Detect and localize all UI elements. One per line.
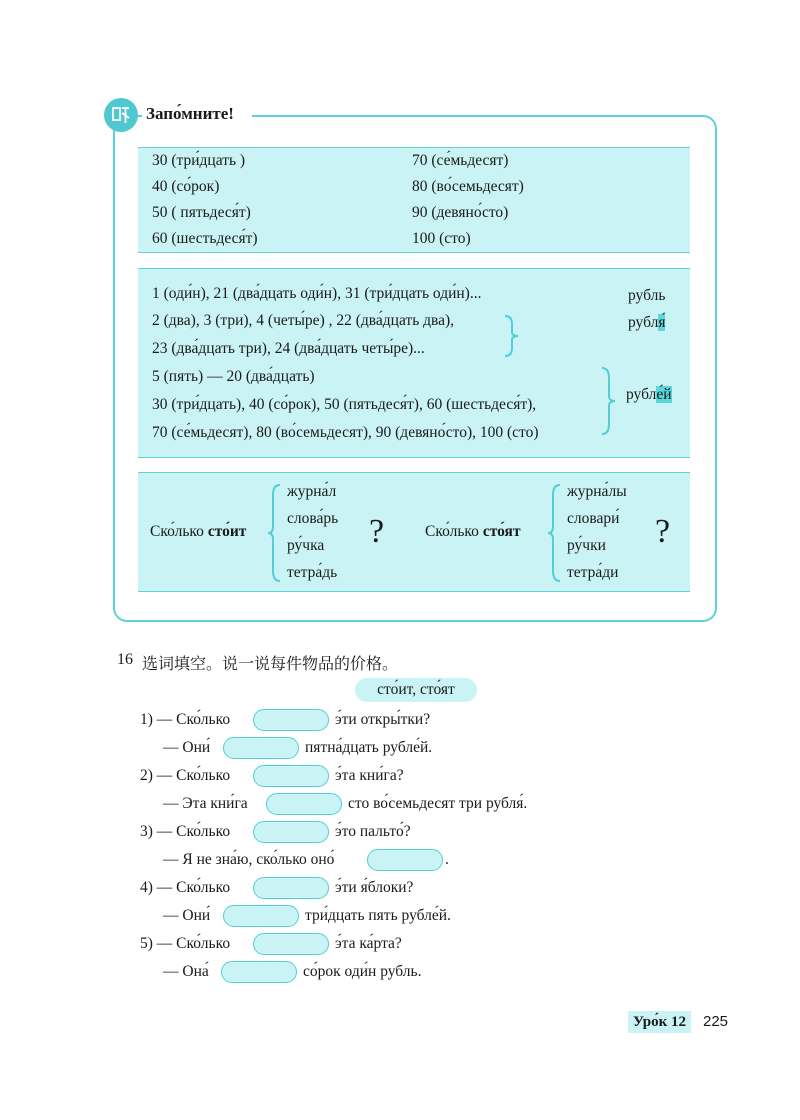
- cost-right-question: ?: [655, 513, 671, 550]
- agreement-line-2: 2 (два), 3 (три), 4 (четы́ре) , 22 (два́дцать два),: [152, 312, 455, 329]
- cost-right-verb: сто́ят: [482, 523, 521, 540]
- item-3-answer-blank[interactable]: [367, 849, 443, 871]
- tens-left-4: 60 (шестьдеся́т): [152, 230, 258, 247]
- exercise-number: 16: [117, 651, 133, 668]
- cost-left-verb: сто́ит: [207, 523, 247, 540]
- form-rubl: рубль: [628, 287, 666, 304]
- cost-left-item-2: слова́рь: [287, 510, 339, 527]
- tens-right-1: 70 (се́мьдесят): [412, 152, 509, 169]
- tens-left-1: 30 (три́дцать ): [152, 152, 246, 169]
- memo-title: Запо́мните!: [146, 104, 234, 123]
- item-1-answer-post: пятна́дцать рубле́й.: [305, 739, 433, 756]
- item-3-question-blank[interactable]: [253, 821, 329, 843]
- agreement-line-3: 23 (два́дцать три), 24 (два́дцать четы́ре)...: [152, 340, 425, 357]
- form-rubley: [626, 386, 672, 404]
- item-2-answer-blank[interactable]: [266, 793, 342, 815]
- item-4-answer-blank[interactable]: [223, 905, 299, 927]
- form-rublya-ending: я́: [658, 314, 666, 331]
- item-2-answer-pre: — Эта кни́га: [163, 795, 248, 812]
- item-2-answer-post: сто во́семьдесят три рубля́.: [348, 795, 528, 812]
- item-1-answer-blank[interactable]: [223, 737, 299, 759]
- memo-icon: [104, 98, 138, 132]
- item-1-answer-pre: — Они́: [163, 739, 211, 756]
- item-3-question-pre: 3) — Ско́лько: [140, 823, 231, 840]
- cost-right-item-3: ру́чки: [567, 537, 606, 554]
- agreement-line-1: 1 (оди́н), 21 (два́дцать оди́н), 31 (три́дцать оди́н)...: [152, 285, 482, 302]
- cost-left-item-1: журна́л: [287, 483, 337, 500]
- exercise-title: 选词填空。说一说每件物品的价格。: [142, 654, 399, 673]
- item-4-question-pre: 4) — Ско́лько: [140, 879, 231, 896]
- item-5-answer-post: со́рок оди́н рубль.: [303, 963, 422, 980]
- brace-right-2to4: [503, 314, 521, 358]
- item-3-answer-post: .: [445, 851, 449, 868]
- item-4-answer-post: три́дцать пять рубле́й.: [305, 907, 451, 924]
- cost-left-word: Ско́лько: [150, 523, 204, 540]
- agreement-line-6: 70 (се́мьдесят), 80 (во́семьдесят), 90 (девяно́сто), 100 (сто): [152, 424, 539, 441]
- cost-right-item-4: тетра́ди: [567, 564, 619, 581]
- cost-left-phrase: [150, 523, 246, 541]
- brace-left-items: [266, 483, 282, 583]
- item-5-answer-pre: — Она́: [163, 963, 209, 980]
- memo-glyph-icon: [110, 104, 132, 126]
- cost-right-item-1: журна́лы: [567, 483, 627, 500]
- cost-left-item-3: ру́чка: [287, 537, 325, 554]
- item-3-question-post: э́то пальто́?: [335, 823, 411, 840]
- cost-right-item-2: словари́: [567, 510, 620, 527]
- item-1-question-pre: 1) — Ско́лько: [140, 711, 231, 728]
- form-rubley-ending: е́й: [656, 386, 672, 403]
- cost-left-question: ?: [369, 513, 385, 550]
- item-2-question-pre: 2) — Ско́лько: [140, 767, 231, 784]
- item-5-answer-blank[interactable]: [221, 961, 297, 983]
- brace-right-5plus: [600, 366, 618, 436]
- item-3-answer-pre: — Я не зна́ю, ско́лько оно́: [163, 851, 335, 868]
- item-1-question-post: э́ти откры́тки?: [335, 711, 431, 728]
- tens-left-3: 50 ( пятьдеся́т): [152, 204, 251, 221]
- item-4-answer-pre: — Они́: [163, 907, 211, 924]
- form-rubley-stem: рубл: [626, 386, 657, 403]
- word-bank: сто́ит, сто́ят: [355, 678, 477, 702]
- item-4-question-blank[interactable]: [253, 877, 329, 899]
- agreement-line-4: 5 (пять) — 20 (два́дцать): [152, 368, 315, 385]
- item-5-question-blank[interactable]: [253, 933, 329, 955]
- item-2-question-post: э́та кни́га?: [335, 767, 404, 784]
- cost-left-item-4: тетра́дь: [287, 564, 338, 581]
- tens-right-4: 100 (сто): [412, 230, 471, 247]
- item-5-question-pre: 5) — Ско́лько: [140, 935, 231, 952]
- item-2-question-blank[interactable]: [253, 765, 329, 787]
- tens-left-2: 40 (со́рок): [152, 178, 220, 195]
- cost-right-word: Ско́лько: [425, 523, 479, 540]
- form-rublya-stem: рубл: [628, 314, 659, 331]
- item-1-question-blank[interactable]: [253, 709, 329, 731]
- lesson-label: Уро́к 12: [628, 1011, 691, 1033]
- item-4-question-post: э́ти я́блоки?: [335, 879, 414, 896]
- cost-right-phrase: [425, 523, 521, 541]
- brace-right-items: [546, 483, 562, 583]
- item-5-question-post: э́та ка́рта?: [335, 935, 402, 952]
- agreement-line-5: 30 (три́дцать), 40 (со́рок), 50 (пятьдеся́т), 60 (шестьдеся́т),: [152, 396, 537, 413]
- tens-right-2: 80 (во́семьдесят): [412, 178, 524, 195]
- tens-right-3: 90 (девяно́сто): [412, 204, 509, 221]
- page-number: 225: [703, 1013, 729, 1030]
- form-rublya: [628, 314, 665, 332]
